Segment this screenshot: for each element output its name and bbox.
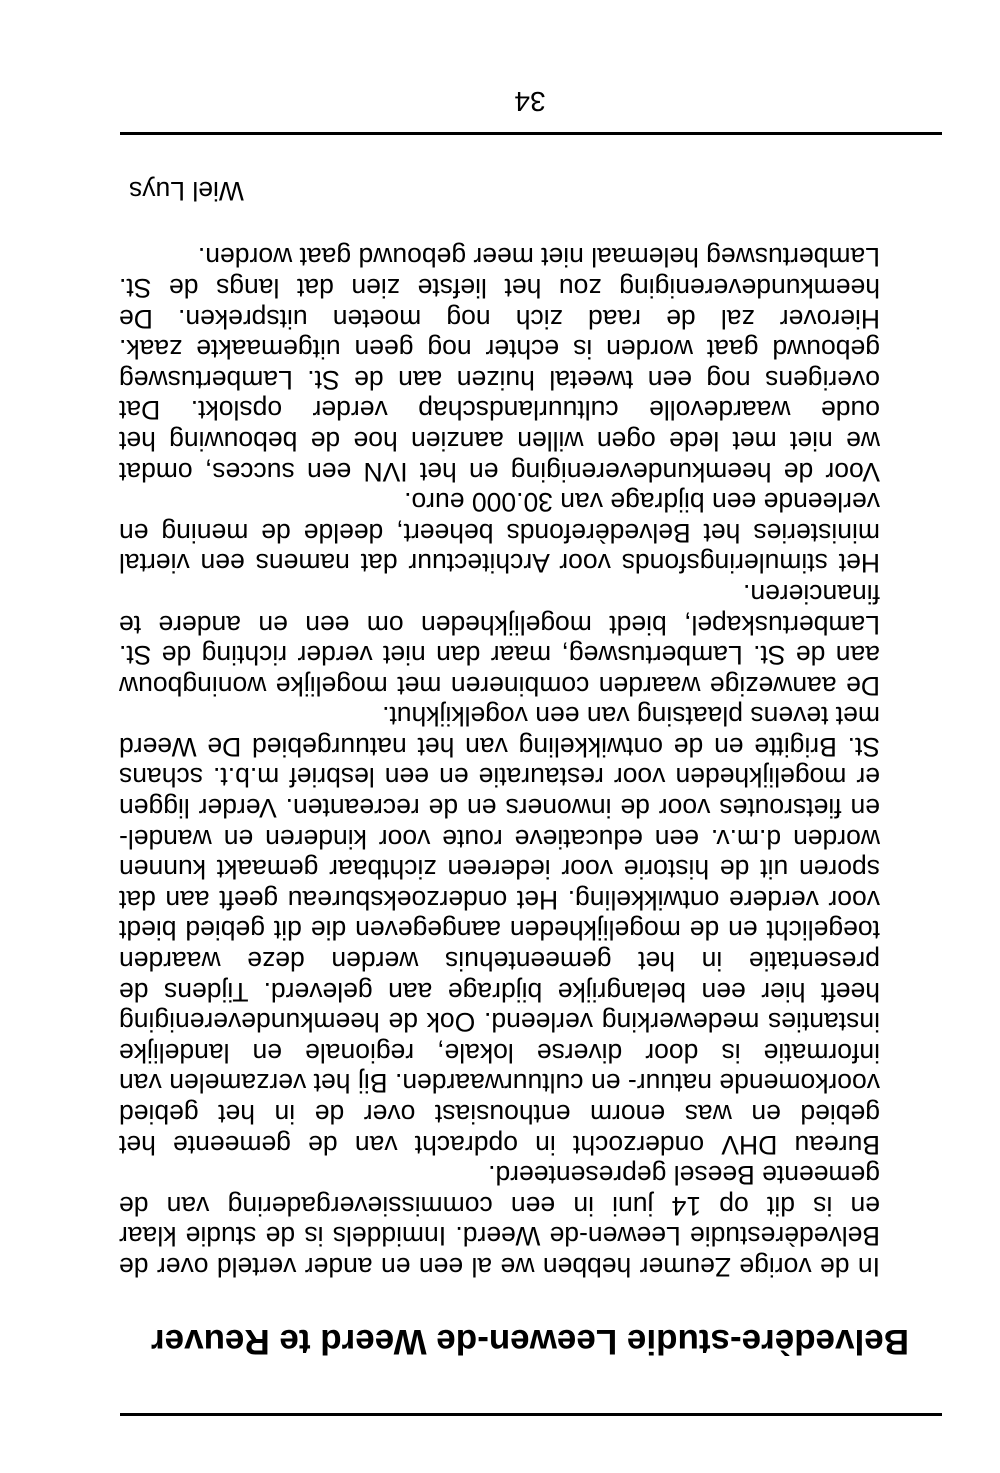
paragraph-2: Bureau DHV onderzocht in opdracht van de gemeente het gebied en was enorm enthousiast over de in het gebied voorkomende natuur- en cultuurwaarden. Bij het verzamelen van informatie is door diverse lokale, regionale en landelijke instanties medewerking verleend. Ook de heemkundevereniging heeft hier een belangrijke bijdrage aan geleverd. Tijdens de presentatie in het gemeentehuis werden deze waarden toegelicht en de mogelijkheden aangegeven die dit gebied biedt voor verdere ontwikkeling. Het onderzoeksbureau geeft aan dat sporen uit de historie voor iedereen zichtbaar gemaakt kunnen worden d.m.v. een educatieve route voor kinderen en wandel- en fietsroutes voor de inwoners en de recreanten. Verder liggen er mogelijkheden voor restauratie en een lesbrief m.b.t. schans St. Brigitte en de ontwikkeling van het natuurgebied De Weerd met tevens plaatsing van een vogelkijkhut. [119,701,880,1160]
author-signature: Wiel Luys [129,175,244,206]
top-rule [120,1413,942,1416]
paragraph-1: In de vorige Zeumer hebben we al een en ander verteld over de Belvedèrestudie Leewen-de Weerd. Inmiddels is de studie klaar en is dit op 14 juni in een commissievergadering van de gemeente Beesel gepresenteerd. [119,1160,880,1282]
paragraph-3: De aanwezige waarden combineren met mogelijke woningbouw aan de St. Lambertusweg, maar dan niet verder richting de St. Lambertuskapel, biedt mogelijkheden om een en andere te financieren. [119,578,880,701]
article-title: Belvedère-studie Leewen-de Weerd te Reuver [151,1322,909,1361]
bottom-rule [120,132,942,135]
paragraph-4: Het stimuleringsfonds voor Architectuur dat namens een viertal ministeries het Belvedèrefonds beheert, deelde de mening en verleende een bijdrage van 30.000 euro. [119,487,880,579]
paragraph-5: Voor de heemkundevereniging en het IVN een succes, omdat we niet met lede ogen willen aanzien hoe de bebouwing het oude waardevolle cultuurlandschap verder opslokt. Dat overigens nog een tweetal huizen aan de St. Lambertusweg gebouwd gaat worden is echter nog geen uitgemaakte zaak. Hierover zal de raad zich nog moeten uitspreken. De heemkundevereniging zou het liefste zien dat langs de St. Lambertusweg helemaal niet meer gebouwd gaat worden. [119,242,880,487]
page-number: 34 [514,86,546,117]
article-body [119,175,880,1282]
